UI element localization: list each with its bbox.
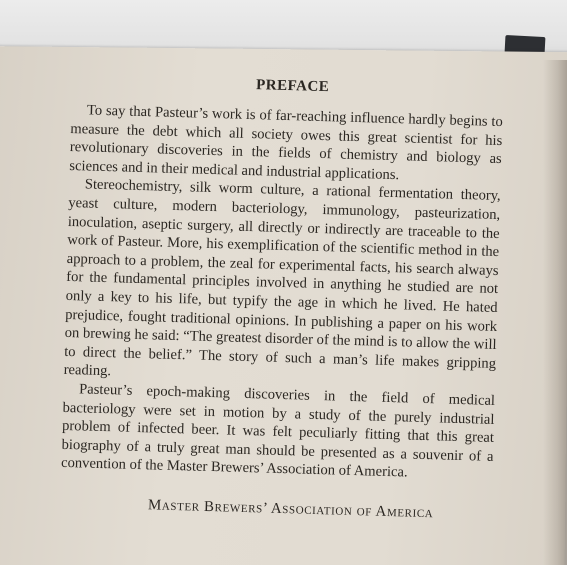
preface-text [60,72,504,524]
paragraph-3: Pasteur’s epoch-making discoveries in the field of medical bacteriology were set in motion by a study of the purely industrial problem of infected beer. It was felt peculiarly fitting that this great biography of a truly great man should be presented as a souvenir of a convention of the Master Brewers’ Association of America. [60,381,496,481]
signature-line: Master Brewers’ Association of America [147,497,434,522]
paragraph-1: To say that Pasteur’s work is of far-reaching influence hardly begins to measure the debt which all society owes this great scientist for his revolutionary discoveries in the fields of chemistry and biology as sciences and in their medical and industrial applications. [69,102,503,183]
paragraph-2: Stereochemistry, silk worm culture, a rational fermentation theory, yeast culture, modern bacteriology, immunology, pasteurization, inoculation, aseptic surgery, all directly or indirectly are traceable to the work of Pasteur. More, his exemplification of the scientific method in the approach to a problem, the zeal for experimental facts, his search always for the fundamental principles involved in anything he studied are not only a key to his life, but typify the age in which he lived. He hated prejudice, fought traditional opinions. In publishing a paper on his work on brewing he said: “The greatest disorder of the mind is to allow the will to direct the belief.” The story of such a man’s life makes gripping reading. [63,176,501,380]
page-title: PREFACE [255,77,330,96]
page-edge-shadow [543,60,567,565]
